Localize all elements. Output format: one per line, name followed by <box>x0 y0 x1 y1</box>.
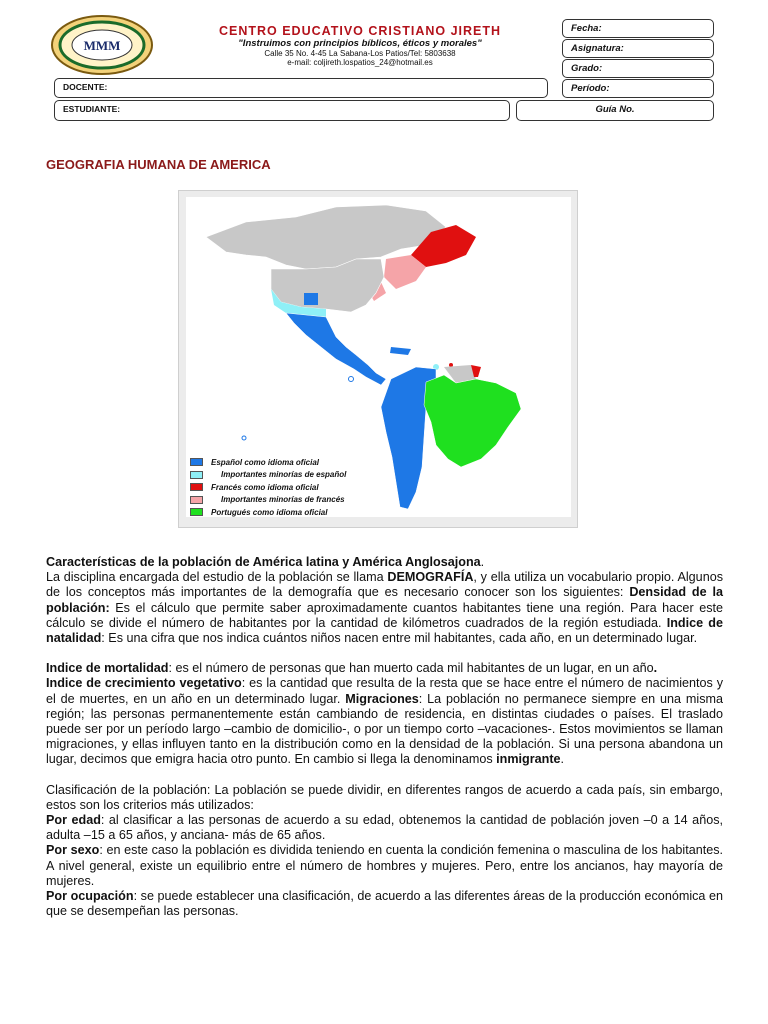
term-mortalidad: Indice de mortalidad <box>46 661 169 676</box>
text-span: , y ella utiliza un vocabulario propio. Algunos de los conceptos más importantes de la demografía que es necesario conocer son los siguientes: <box>46 570 723 600</box>
field-guia-label: Guía No. <box>595 104 635 115</box>
legend-label: Importantes minorías de español <box>221 470 347 480</box>
legend-label: Español como idioma oficial <box>211 457 320 467</box>
map-region-portuguese <box>424 375 521 467</box>
map-island-3 <box>349 377 354 382</box>
field-periodo-label: Período: <box>571 83 610 94</box>
legend-item <box>190 494 346 507</box>
map-region-spanish-mexico <box>286 313 386 385</box>
svg-text:MMM: MMM <box>83 38 121 53</box>
field-docente-label: DOCENTE: <box>63 82 108 92</box>
text-span: : se puede establecer una clasificación, de acuerdo a las diferentes áreas de la producción económica en que se desempeñan las personas. <box>46 889 724 919</box>
paragraph-1: Características de la población de América latina y América Anglosajona. La disciplina encargada del estudio de la población se llama DEMOGRAFÍA, y ella utiliza un vocabulario propio. Algunos de los conceptos más importantes de la demografía que es necesario conocer son los siguientes: Densidad de la población: Es el cálculo que permite saber aproximadamente cuantos habitantes tiene una región. Para hacer este cálculo se divide el número de habitantes por la cantidad de kilómetros cuadrados de la región estudiada. Indice de natalidad: Es una cifra que nos indica cuántos niños nacen entre mil habitantes, cada año, en un determinado lugar. <box>46 555 723 646</box>
text-span: La disciplina encargada del estudio de la población se llama <box>46 570 388 585</box>
school-email: e-mail: coljireth.lospatios_24@hotmail.es <box>287 58 433 67</box>
field-guia[interactable] <box>516 100 714 121</box>
school-logo <box>50 14 154 76</box>
paragraph-2: Indice de mortalidad: es el número de personas que han muerto cada mil habitantes de un lugar, en un año. Indice de crecimiento vegetativo: es la cantidad que resulta de la resta que se hace entre el número de nacimientos y el de muertes, en un año en un determinado lugar. Migraciones: La población no permanece siempre en una misma región; las personas permanentemente están cambiando de residencia, en distintas ciudades o países. El traslado puede ser por un período largo –cambio de domicilio-, o por un tiempo corto –vacaciones-. Estos movimientos se llaman migraciones, y ellas influyen tanto en la distribución como en la densidad de la población. Si una persona abandona un lugar, decimos que emigra hacia otro punto. En cambio si llega la denominamos inmigrante. <box>46 661 724 767</box>
legend-item <box>190 506 346 519</box>
map-island-4 <box>242 436 246 440</box>
legend-item <box>190 481 346 494</box>
term-inmigrante: inmigrante <box>496 752 561 767</box>
term-por-edad: Por edad <box>46 813 101 828</box>
field-asignatura[interactable] <box>562 39 714 58</box>
legend-label: Portugués como idioma oficial <box>211 507 328 517</box>
field-grado[interactable] <box>562 59 714 78</box>
text-span: : al clasificar a las personas de acuerdo a su edad, obtenemos la cantidad de población joven –0 a 14 años, adulta –15 a 65 años, y anciana- más de 65 años. <box>46 813 723 843</box>
field-estudiante[interactable] <box>54 100 510 121</box>
term-por-sexo: Por sexo <box>46 843 100 858</box>
legend-label: Importantes minorías de francés <box>221 495 345 505</box>
text-span: Clasificación de la población: La población se puede dividir, en diferentes rangos de acuerdo a cada país, sin embargo, estos son los criterios más utilizados: <box>46 782 723 812</box>
field-periodo[interactable] <box>562 79 714 98</box>
term-densidad: Densidad de la población: <box>46 585 723 615</box>
term-demografia: DEMOGRAFÍA <box>387 570 474 585</box>
legend-swatch <box>190 483 203 491</box>
paragraph-3 <box>46 783 723 920</box>
legend-swatch <box>190 458 203 466</box>
field-grado-label: Grado: <box>571 63 603 74</box>
legend-item <box>190 469 346 482</box>
section-heading: Características de la población de América latina y América Anglosajona <box>46 555 481 569</box>
field-asignatura-label: Asignatura: <box>571 43 624 54</box>
text-span: : es el número de personas que han muerto cada mil habitantes de un lugar, en un año <box>168 661 654 676</box>
legend-label: Francés como idioma oficial <box>211 482 319 492</box>
map-region-spanish-minority-2 <box>304 293 318 305</box>
field-docente[interactable] <box>54 78 548 98</box>
legend-item <box>190 456 346 469</box>
term-por-ocupacion: Por ocupación <box>46 889 134 904</box>
field-fecha-label: Fecha: <box>571 23 602 34</box>
text-span: : en este caso la población es dividida teniendo en cuenta la condición femenina o masculina de los habitantes. A nivel general, existe un equilibrio entre el número de hombres y mujeres. Pero, entre los ancianos, hay mayoría de mujeres. <box>46 843 723 888</box>
map-region-caribbean <box>390 347 411 355</box>
term-migraciones: Migraciones <box>345 691 419 706</box>
page-title: GEOGRAFIA HUMANA DE AMERICA <box>46 157 271 172</box>
term-crecimiento: Indice de crecimiento vegetativo <box>46 676 242 691</box>
legend-swatch <box>190 471 203 479</box>
body-text <box>46 555 723 919</box>
school-address: Calle 35 No. 4-45 La Sabana-Los Patios/Tel: 5803638 <box>264 49 456 58</box>
map-legend <box>190 456 346 519</box>
legend-swatch <box>190 508 203 516</box>
text-span: : Es una cifra que nos indica cuántos niños nacen entre mil habitantes, cada año, en un determinado lugar. <box>101 631 698 646</box>
text-span: Es el cálculo que permite saber aproximadamente cuantos habitantes tiene una región. Para hacer este cálculo se divide el número de habitantes por la cantidad de kilómetros cuadrados de la región estudiada. <box>46 600 723 630</box>
text-span: : es la cantidad que resulta de la resta que se hace entre el número de nacimientos y el de muertes, en un año en un determinado lugar. <box>46 676 724 706</box>
school-motto: "Instruimos con principios bíblicos, éticos y morales" <box>238 38 482 49</box>
field-fecha[interactable] <box>562 19 714 38</box>
school-name: CENTRO EDUCATIVO CRISTIANO JIRETH <box>218 24 502 38</box>
legend-swatch <box>190 496 203 504</box>
term-natalidad: Indice de natalidad <box>46 615 723 646</box>
field-estudiante-label: ESTUDIANTE: <box>63 104 121 114</box>
text-span: : La población no permanece siempre en una misma región; las personas permanentemente están cambiando de residencia, en distintas ciudades o países. El traslado puede ser por un período largo –cambio de domicilio-, o por un tiempo corto –vacaciones-. Estos movimientos se llaman migraciones, y ellas influyen tanto en la distribución como en la densidad de la población. Si una persona abandona un lugar, decimos que emigra hacia otro punto. En cambio si llega la denominamos <box>46 691 723 767</box>
